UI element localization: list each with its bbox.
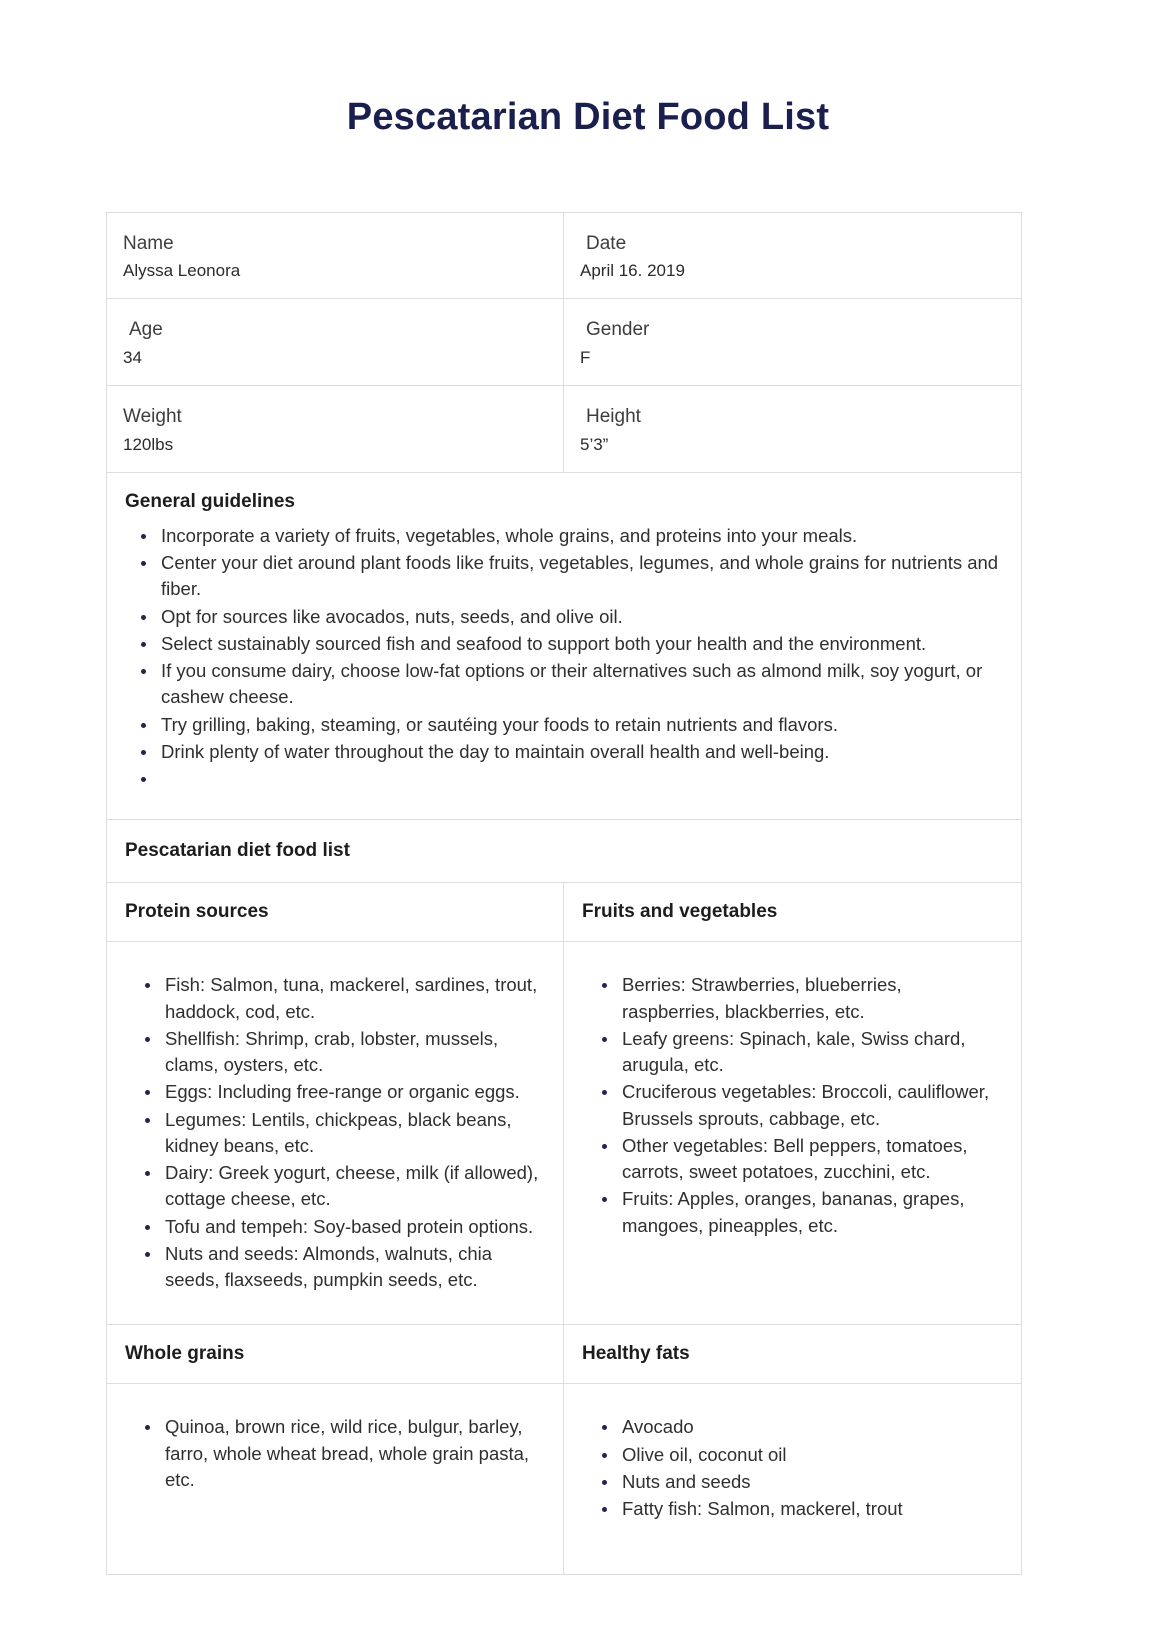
food-list-heading: Pescatarian diet food list [125,840,350,862]
list-item: Fruits: Apples, oranges, bananas, grapes, mangoes, pineapples, etc. [620,1186,1003,1239]
list-item: Fatty fish: Salmon, mackerel, trout [620,1496,1003,1522]
list-item: Cruciferous vegetables: Broccoli, cauliflower, Brussels sprouts, cabbage, etc. [620,1079,1003,1132]
list-item: Berries: Strawberries, blueberries, raspberries, blackberries, etc. [620,972,1003,1025]
field-age-label: Age [129,319,163,341]
field-gender[interactable] [564,299,1021,385]
field-height-label: Height [586,406,641,428]
list-item: Nuts and seeds [620,1469,1003,1495]
category-title: Whole grains [125,1343,245,1365]
category-body-healthy-fats [564,1384,1021,1574]
field-date[interactable] [564,213,1021,299]
category-header-row-2 [107,1325,1021,1384]
field-date-label: Date [586,232,627,254]
general-guidelines-heading: General guidelines [125,490,295,512]
list-item: Try grilling, baking, steaming, or sautéing your foods to retain nutrients and flavors. [159,712,1003,738]
list-item: Center your diet around plant foods like fruits, vegetables, legumes, and whole grains for nutrients and fiber. [159,550,1003,603]
list-item-empty[interactable] [159,766,1003,792]
category-header-healthy-fats [564,1325,1021,1383]
healthy-fats-list [582,1414,1003,1522]
info-row-weight-height [107,386,1021,473]
field-name-value: Alyssa Leonora [123,261,241,281]
list-item: Incorporate a variety of fruits, vegetables, whole grains, and proteins into your meals. [159,523,1003,549]
field-date-value: April 16. 2019 [580,261,685,281]
category-body-whole-grains [107,1384,564,1574]
list-item: Shellfish: Shrimp, crab, lobster, mussels, clams, oysters, etc. [163,1026,545,1079]
list-item: Dairy: Greek yogurt, cheese, milk (if allowed), cottage cheese, etc. [163,1160,545,1213]
list-item: Drink plenty of water throughout the day to maintain overall health and well-being. [159,739,1003,765]
field-gender-label: Gender [586,319,650,341]
list-item: Leafy greens: Spinach, kale, Swiss chard, arugula, etc. [620,1026,1003,1079]
list-item: Legumes: Lentils, chickpeas, black beans, kidney beans, etc. [163,1107,545,1160]
list-item: Quinoa, brown rice, wild rice, bulgur, barley, farro, whole wheat bread, whole grain pasta, etc. [163,1414,545,1493]
category-body-protein-sources [107,942,564,1324]
page-title: Pescatarian Diet Food List [346,96,830,138]
field-height-value: 5’3” [580,434,609,454]
food-list-band [107,820,1021,883]
info-row-name-date [107,213,1021,300]
list-item: If you consume dairy, choose low-fat options or their alternatives such as almond milk, soy yogurt, or cashew cheese. [159,658,1003,711]
category-title: Protein sources [125,901,269,923]
protein-sources-list [125,972,545,1293]
category-body-row-1 [107,942,1021,1325]
fruits-and-vegetables-list [582,972,1003,1239]
field-name-label: Name [123,232,174,254]
category-header-fruits-and-vegetables [564,883,1021,941]
field-weight-label: Weight [123,406,182,428]
list-item: Eggs: Including free-range or organic eggs. [163,1079,545,1105]
category-header-whole-grains [107,1325,564,1383]
field-name[interactable] [107,213,564,299]
field-weight[interactable] [107,386,564,472]
general-guidelines-list [125,523,1003,792]
list-item: Other vegetables: Bell peppers, tomatoes, carrots, sweet potatoes, zucchini, etc. [620,1133,1003,1186]
category-header-row-1 [107,883,1021,942]
list-item: Tofu and tempeh: Soy-based protein options. [163,1214,545,1240]
field-weight-value: 120lbs [123,434,174,454]
category-title: Healthy fats [582,1343,690,1365]
field-age[interactable] [107,299,564,385]
field-age-value: 34 [123,348,142,368]
info-row-age-gender [107,299,1021,386]
list-item: Fish: Salmon, tuna, mackerel, sardines, trout, haddock, cod, etc. [163,972,545,1025]
list-item: Olive oil, coconut oil [620,1442,1003,1468]
field-gender-value: F [580,348,591,368]
list-item: Select sustainably sourced fish and seafood to support both your health and the environment. [159,631,1003,657]
form-sheet [106,212,1022,1576]
category-header-protein-sources [107,883,564,941]
category-body-row-2 [107,1384,1021,1575]
list-item: Opt for sources like avocados, nuts, seeds, and olive oil. [159,604,1003,630]
field-height[interactable] [564,386,1021,472]
category-body-fruits-and-vegetables [564,942,1021,1324]
list-item: Nuts and seeds: Almonds, walnuts, chia seeds, flaxseeds, pumpkin seeds, etc. [163,1241,545,1294]
general-guidelines-section [107,473,1021,820]
list-item: Avocado [620,1414,1003,1440]
whole-grains-list [125,1414,545,1493]
category-title: Fruits and vegetables [582,901,778,923]
